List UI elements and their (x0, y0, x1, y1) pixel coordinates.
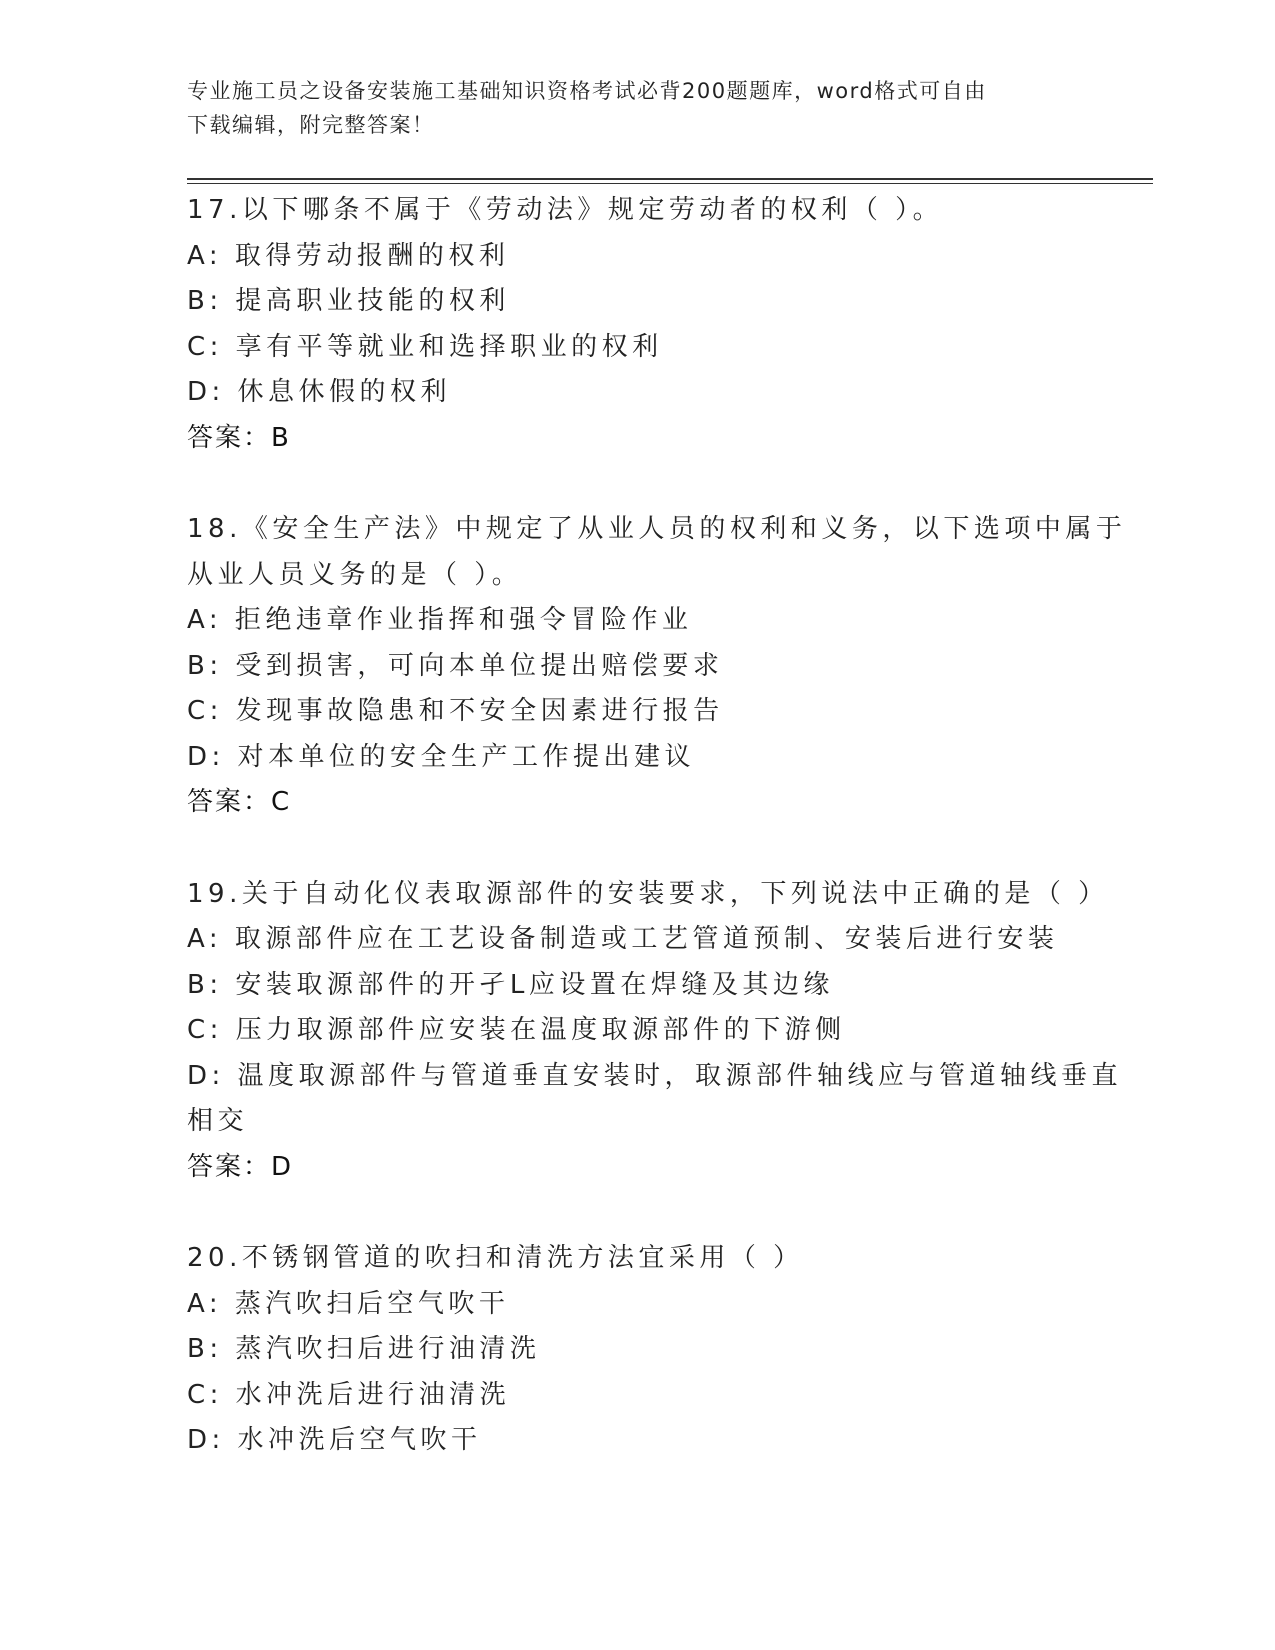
option-a: A: 取源部件应在工艺设备制造或工艺管道预制、安装后进行安装 (187, 924, 1059, 954)
option-b: B: 蒸汽吹扫后进行油清洗 (187, 1334, 541, 1364)
option-b: B: 安装取源部件的开孑L应设置在焊缝及其边缘 (187, 969, 834, 1000)
option-c: C: 水冲洗后进行油清洗 (187, 1379, 511, 1410)
option-a: A: 拒绝违章作业指挥和强令冒险作业 (187, 605, 693, 635)
question-20 (187, 1236, 1087, 1464)
option-b: B: 提高职业技能的权利 (187, 286, 510, 316)
question-stem: 19.关于自动化仪表取源部件的安装要求，下列说法中正确的是（ ） (187, 878, 1109, 909)
header-line-2: 下载编辑，附完整答案！ (187, 113, 435, 137)
question-list (187, 188, 1127, 1464)
question-19 (187, 872, 1123, 1191)
option-c: C: 压力取源部件应安装在温度取源部件的下游侧 (187, 1015, 846, 1045)
header-line-1: 专业施工员之设备安装施工基础知识资格考试必背200题题库，word格式可自由 (187, 79, 987, 103)
option-a: A: 取得劳动报酬的权利 (187, 240, 510, 271)
option-d: D: 休息休假的权利 (187, 377, 452, 407)
answer-line: 答案：D (187, 1151, 294, 1182)
option-d: D: 对本单位的安全生产工作提出建议 (187, 741, 696, 772)
answer-line: 答案：B (187, 422, 291, 453)
option-d-continued: 相交 (187, 1106, 249, 1136)
document-header (187, 74, 1067, 142)
option-d: D: 温度取源部件与管道垂直安装时，取源部件轴线应与管道轴线垂直 (187, 1060, 1123, 1091)
option-d: D: 水冲洗后空气吹干 (187, 1425, 482, 1455)
answer-line: 答案：C (187, 787, 292, 817)
question-stem: 20.不锈钢管道的吹扫和清洗方法宜采用（ ） (187, 1243, 804, 1273)
header-divider-thin (187, 183, 1153, 184)
question-stem: 17.以下哪条不属于《劳动法》规定劳动者的权利（ ）。 (187, 195, 944, 225)
option-c: C: 发现事故隐患和不安全因素进行报告 (187, 696, 724, 726)
question-18 (187, 507, 1127, 826)
question-stem-continued: 从业人员义务的是（ ）。 (187, 559, 523, 590)
question-stem: 18.《安全生产法》中规定了从业人员的权利和义务，以下选项中属于 (187, 514, 1127, 544)
question-17 (187, 188, 1087, 461)
option-c: C: 享有平等就业和选择职业的权利 (187, 331, 663, 362)
option-b: B: 受到损害，可向本单位提出赔偿要求 (187, 650, 724, 681)
option-a: A: 蒸汽吹扫后空气吹干 (187, 1288, 510, 1319)
header-divider-thick (187, 178, 1153, 180)
